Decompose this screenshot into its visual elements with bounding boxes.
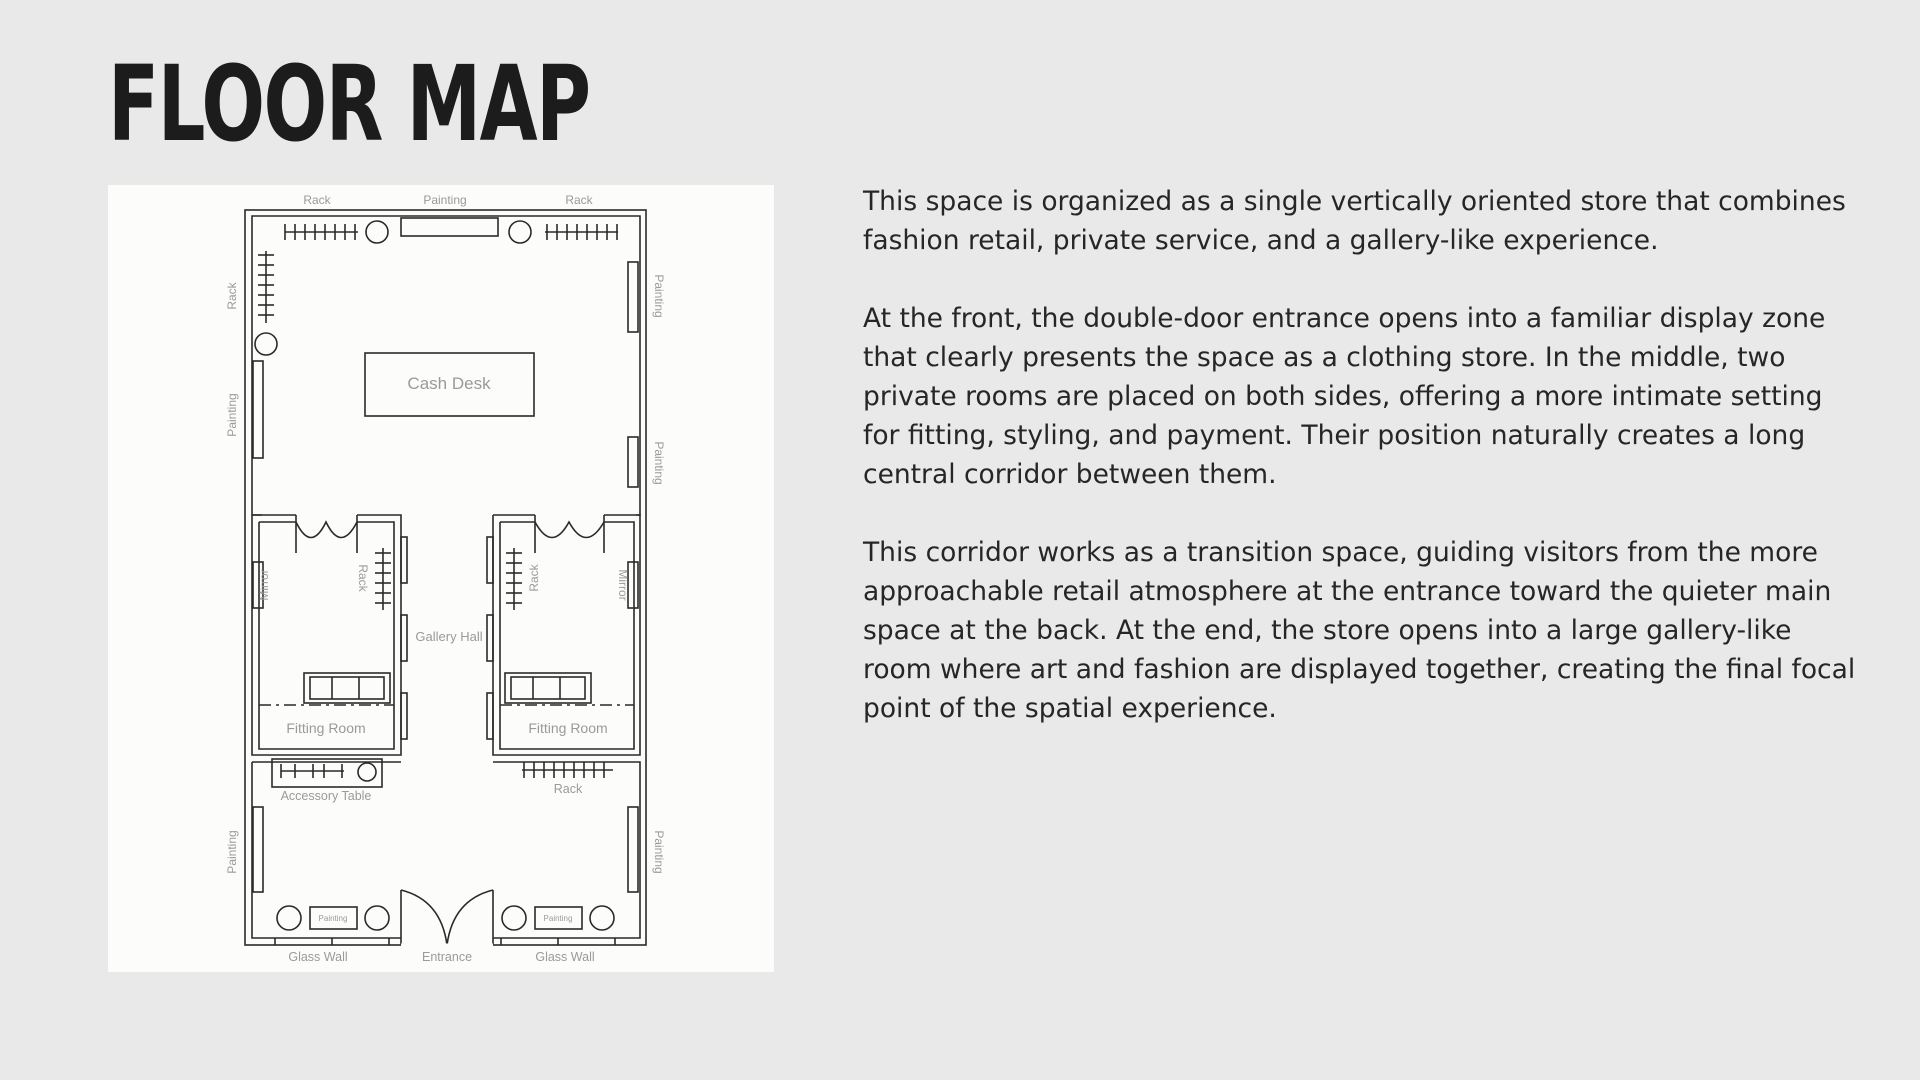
front-rack xyxy=(522,762,613,778)
label-right-painting-upper: Painting xyxy=(652,274,666,318)
label-right-painting-middle: Painting xyxy=(652,441,666,485)
label-front-rack: Rack xyxy=(553,782,583,796)
label-gallery-hall: Gallery Hall xyxy=(415,629,483,644)
label-fitting-room-right: Fitting Room xyxy=(528,720,608,736)
label-entrance: Entrance xyxy=(421,950,473,964)
column-top-left xyxy=(366,221,388,243)
top-rack-right xyxy=(545,224,618,240)
label-front-painting-right: Painting xyxy=(543,914,573,923)
paragraph-1: This space is organized as a single vertically oriented store that combines fashion retail, private service, and a gallery-like experience. xyxy=(863,186,1846,256)
column-top-right xyxy=(509,221,531,243)
label-right-painting-lower: Painting xyxy=(652,830,666,874)
label-top-rack-right: Rack xyxy=(565,193,593,207)
accessory-table-items xyxy=(281,763,376,781)
label-rack-left-room: Rack xyxy=(356,564,370,592)
label-rack-right-room: Rack xyxy=(527,564,541,592)
label-glass-wall-right: Glass Wall xyxy=(535,950,595,964)
paragraph-2: At the front, the double-door entrance opens into a familiar display zone that clearly presents the space as a clothing store. In the middle, two private rooms are placed on both sides, offering a more intimate setting for fitting, styling, and payment. Their position naturally creates a long central corridor between them. xyxy=(863,303,1826,490)
label-mirror-left: Mirror xyxy=(257,569,271,601)
right-painting-middle xyxy=(628,437,638,487)
paragraph-3: This corridor works as a transition space, guiding visitors from the more approachable retail atmosphere at the entrance toward the quieter main space at the back. At the end, the store opens into a large gallery-like room where art and fashion are displayed together, creating the final focal point of the spatial experience. xyxy=(863,537,1856,724)
top-rack-left xyxy=(285,224,358,240)
label-left-painting-lower: Painting xyxy=(225,830,239,874)
label-glass-wall-left: Glass Wall xyxy=(288,950,348,964)
top-painting xyxy=(401,218,498,236)
label-top-painting: Painting xyxy=(423,193,467,207)
label-mirror-right: Mirror xyxy=(616,569,630,601)
label-front-painting-left: Painting xyxy=(318,914,348,923)
column-front-4 xyxy=(590,906,614,930)
right-painting-upper xyxy=(628,262,638,332)
floor-map xyxy=(108,185,774,972)
description xyxy=(863,182,1863,767)
column-front-1 xyxy=(277,906,301,930)
glass-wall-left xyxy=(275,938,389,945)
outer-wall xyxy=(245,210,646,945)
label-top-rack-left: Rack xyxy=(303,193,331,207)
back-gallery-wall xyxy=(252,216,640,515)
glass-wall-right xyxy=(501,938,615,945)
left-rack xyxy=(258,251,274,323)
floor-plan-drawing xyxy=(108,185,774,972)
left-painting-upper xyxy=(253,361,263,458)
entrance-double-door xyxy=(401,890,493,945)
label-accessory-table: Accessory Table xyxy=(280,789,372,803)
label-fitting-room-left: Fitting Room xyxy=(286,720,366,736)
left-painting-lower xyxy=(253,807,263,892)
column-left xyxy=(255,333,277,355)
right-painting-lower xyxy=(628,807,638,892)
column-front-3 xyxy=(502,906,526,930)
label-cash-desk: Cash Desk xyxy=(407,374,491,393)
column-front-2 xyxy=(365,906,389,930)
page-title: FLOOR MAP xyxy=(108,43,590,165)
label-left-rack: Rack xyxy=(225,282,239,310)
label-left-painting-upper: Painting xyxy=(225,393,239,437)
right-fitting-room xyxy=(487,515,640,755)
left-fitting-room xyxy=(252,515,407,755)
